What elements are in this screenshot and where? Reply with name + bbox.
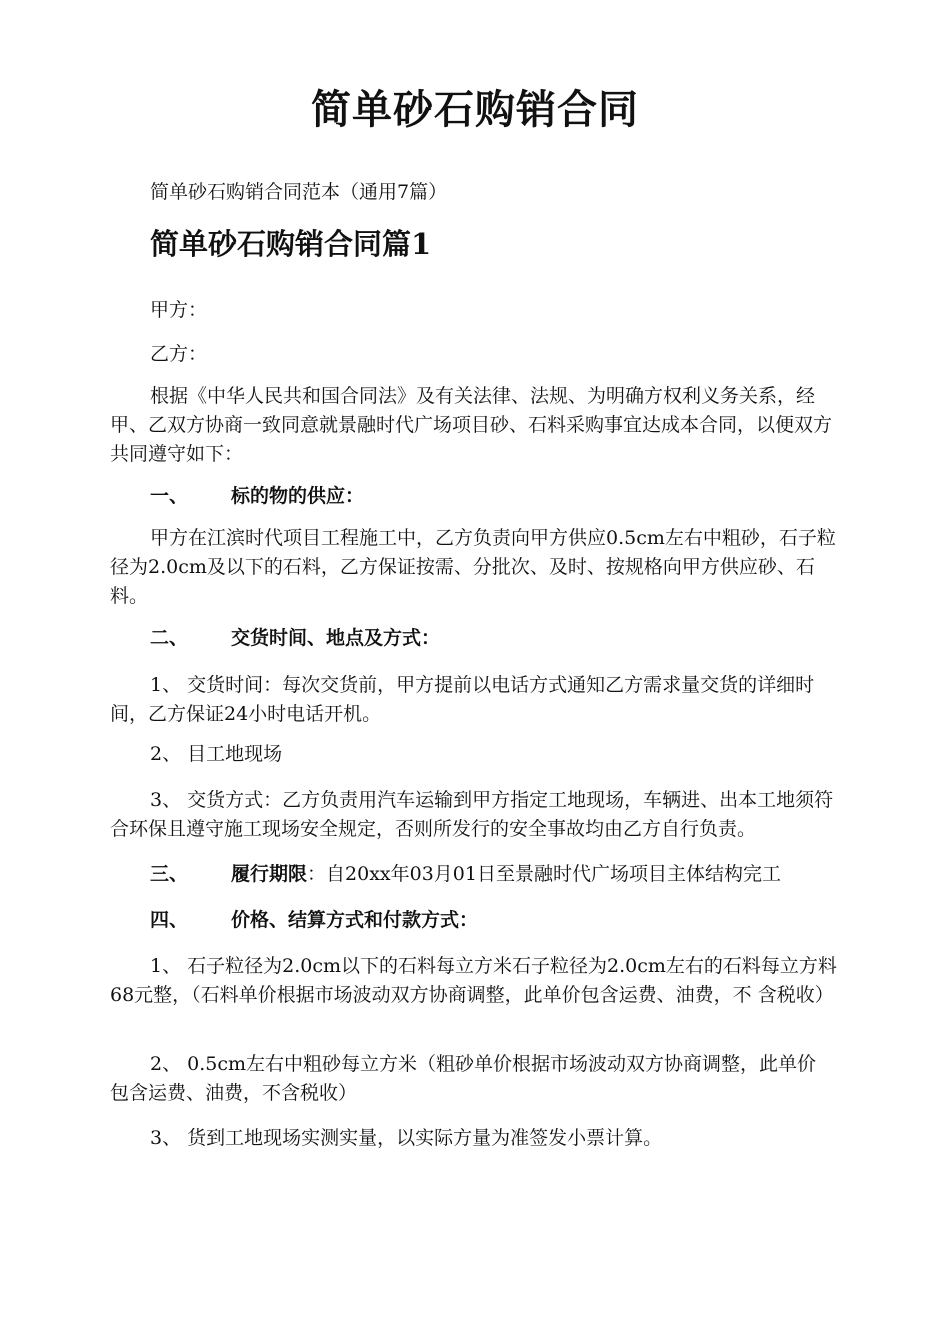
price-item-1: 1、 石子粒径为2.0cm以下的石料每立方米石子粒径为2.0cm左右的石料每立方料68元整，（石料单价根据市场波动双方协商调整，此单价包含运费、油费，不 含税收） [110,955,837,1006]
clause-heading-4 [150,906,478,935]
clause-heading-2 [150,624,440,653]
clause-text: ：自20xx年03月01日至景融时代广场项目主体结构完工 [307,863,781,885]
supply-paragraph: 甲方在江滨时代项目工程施工中，乙方负责向甲方供应0.5cm左右中粗砂，石子粒径为2.0cm及以下的石料，乙方保证按需、分批次、及时、按规格向甲方供应砂、石料。 [110,527,836,607]
party-a-label: 甲方： [150,299,208,321]
delivery-item-1: 1、 交货时间：每次交货前，甲方提前以电话方式通知乙方需求量交货的详细时间，乙方保证24小时电话开机。 [110,674,815,725]
clause-label: 价格、结算方式和付款方式： [231,909,479,931]
clause-number: 二、 [150,627,189,649]
clause-number: 四、 [150,909,189,931]
intro-paragraph: 根据《中华人民共和国合同法》及有关法律、法规、为明确方权利义务关系，经甲、乙双方协商一致同意就景融时代广场项目砂、石料采购事宜达成本合同，以便双方共同遵守如下： [110,385,833,465]
clause-label: 履行期限 [231,863,308,885]
party-b-label: 乙方： [150,343,208,365]
price-item-2: 2、 0.5cm左右中粗砂每立方米（粗砂单价根据市场波动双方协商调整，此单价 包含运费、油费，不含税收） [110,1053,817,1104]
price-item-3: 3、 货到工地现场实测实量，以实际方量为准签发小票计算。 [150,1127,663,1149]
delivery-item-2: 2、 目工地现场 [150,743,283,765]
clause-label: 交货时间、地点及方式： [231,627,441,649]
clause-number: 三、 [150,863,189,885]
clause-number: 一、 [150,485,189,507]
document-subtitle: 简单砂石购销合同范本（通用7篇） [150,181,448,203]
clause-heading-1 [150,482,364,511]
section-heading: 简单砂石购销合同篇1 [150,227,432,261]
clause-label: 标的物的供应： [231,485,365,507]
clause-heading-3 [150,860,781,889]
delivery-item-3: 3、 交货方式：乙方负责用汽车运输到甲方指定工地现场，车辆进、出本工地须符合环保且遵守施工现场安全规定，否则所发行的安全事故均由乙方自行负责。 [110,789,834,840]
document-title: 简单砂石购销合同 [311,86,639,133]
